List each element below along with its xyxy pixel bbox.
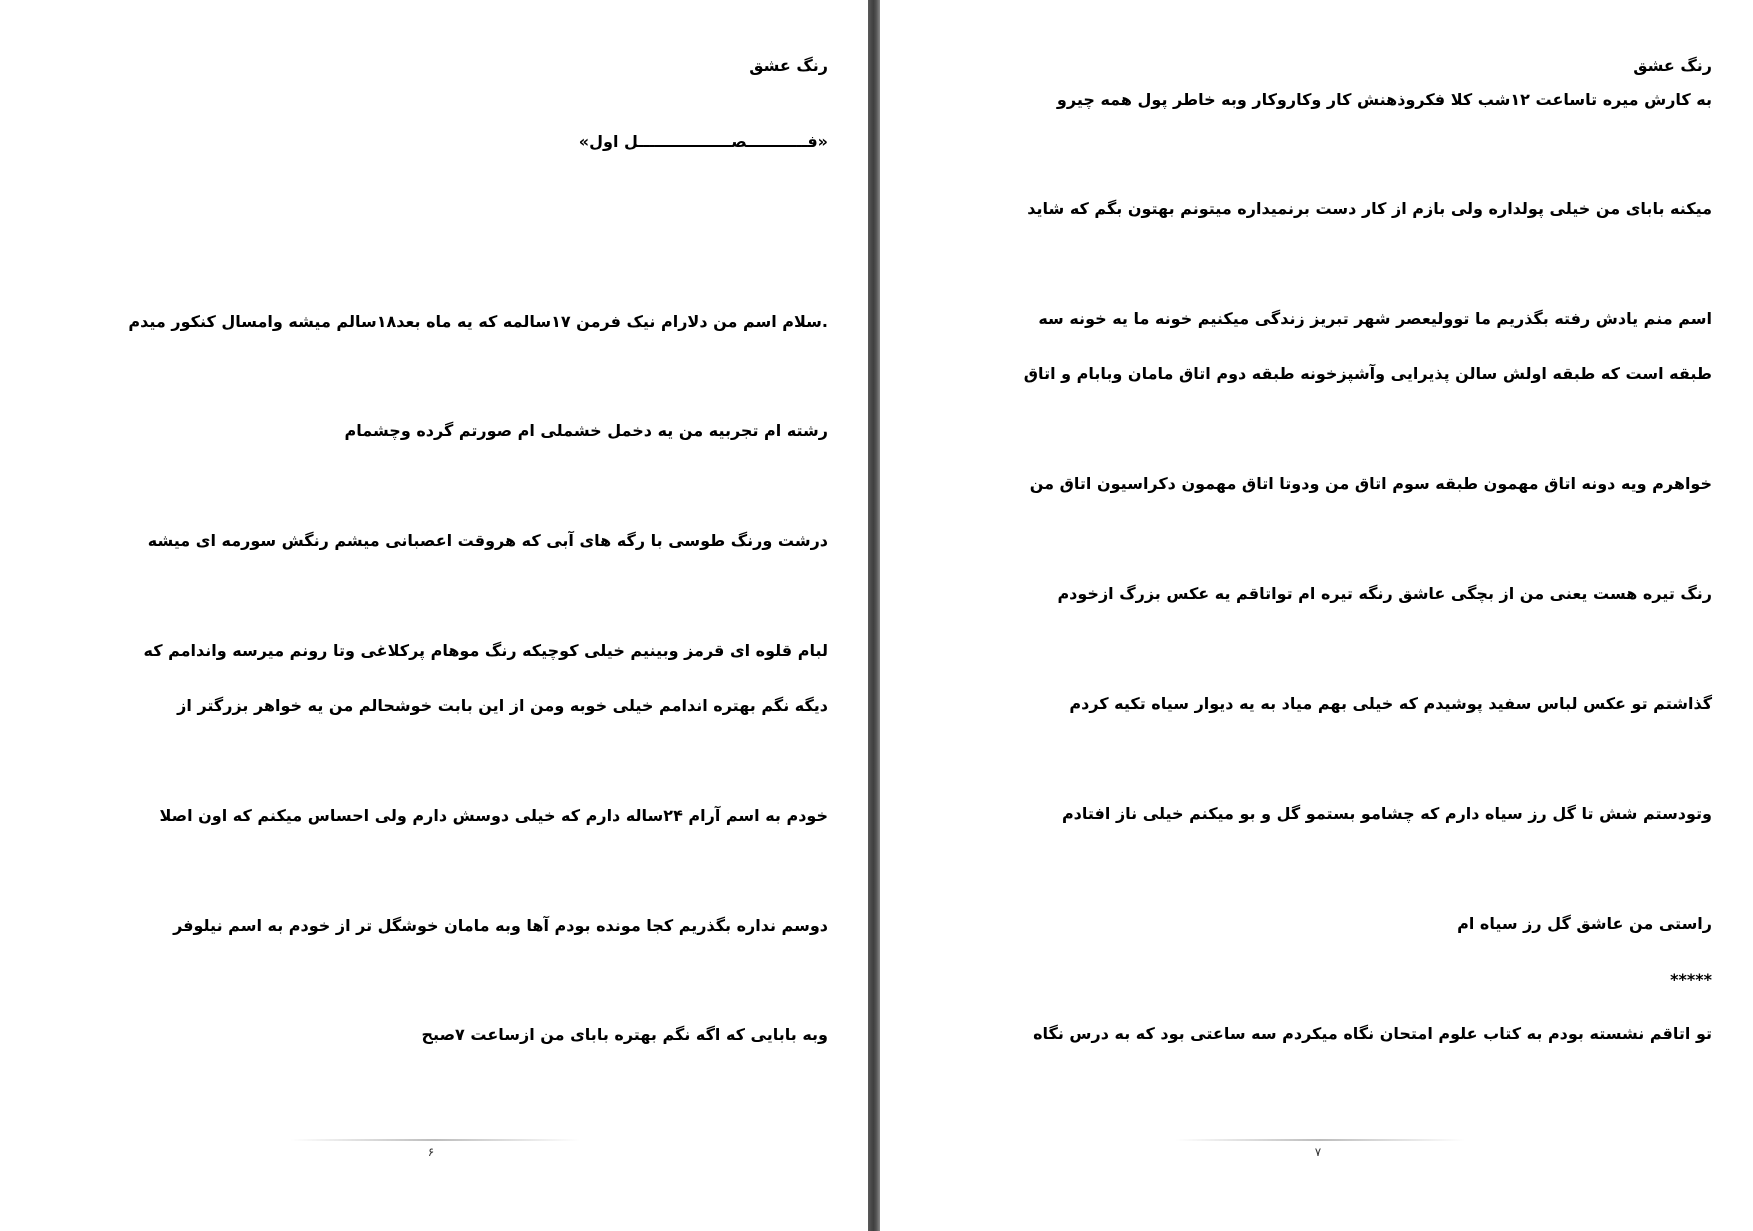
text-line: راستی من عاشق گل رز سیاه ام [1457,914,1712,933]
text-line: رشته ام تجربیه من یه دخمل خشملی ام صورتم گرده وچشمام [344,421,828,440]
right-page [880,0,1753,1231]
text-line: خودم به اسم آرام ۲۴ساله دارم که خیلی دوسش دارم ولی احساس میکنم که اون اصلا [159,806,828,825]
section-separator: ***** [1670,970,1712,989]
chapter-title: «فـــــــــــصـــــــــــــــــل اول» [578,132,828,151]
text-line: دیگه نگم بهتره اندامم خیلی خوبه ومن از این بابت خوشحالم من یه خواهر بزرگتر از [177,696,828,715]
text-line: میکنه بابای من خیلی پولداره ولی بازم از کار دست برنمیداره میتونم بهتون بگم که شاید [1027,199,1712,218]
text-line: لبام قلوه ای قرمز وبینیم خیلی کوچیکه رنگ موهام پرکلاغی وتا رونم میرسه واندامم که [143,641,828,660]
text-line: طبقه است که طبقه اولش سالن پذیرایی وآشپزخونه طبقه دوم اتاق مامان وبابام و اتاق [1023,364,1712,383]
page-header-title: رنگ عشق [1633,56,1712,75]
text-line: .سلام اسم من دلارام نیک فرمن ۱۷سالمه که یه ماه بعد۱۸سالم میشه وامسال کنکور میدم [128,312,828,331]
page-number: ۷ [1314,1145,1322,1159]
text-line: به کارش میره تاساعت ۱۲شب کلا فکروذهنش کار وکاروکار وبه خاطر پول همه چیرو [1056,90,1712,109]
text-line: خواهرم ویه دونه اتاق مهمون طبقه سوم اتاق من ودوتا اتاق مهمون دکراسیون اتاق من [1029,474,1712,493]
text-line: وبه بابایی که اگه نگم بهتره بابای من ازساعت ۷صبح [421,1025,828,1044]
text-line: گذاشتم تو عکس لباس سفید پوشیدم که خیلی بهم میاد به یه دیوار سیاه تکیه کردم [1069,694,1712,713]
text-line: اسم منم یادش رفته بگذریم ما توولیعصر شهر تبریز زندگی میکنیم خونه ما یه خونه سه [1038,309,1712,328]
footer-divider [290,1139,580,1141]
text-line: وتودستم شش تا گل رز سیاه دارم که چشامو بستمو گل و بو میکنم خیلی ناز افتادم [1061,804,1712,823]
page-number: ۶ [427,1145,435,1159]
footer-divider [1175,1139,1465,1141]
book-gutter [868,0,880,1231]
text-line: تو اتاقم نشسته بودم به کتاب علوم امتحان نگاه میکردم سه ساعتی بود که به درس نگاه [1033,1024,1712,1043]
left-page [0,0,868,1231]
text-line: دوسم نداره بگذریم کجا مونده بودم آها وبه مامان خوشگل تر از خودم به اسم نیلوفر [173,916,828,935]
text-line: رنگ تیره هست یعنی من از بچگی عاشق رنگه تیره ام تواتاقم یه عکس بزرگ ازخودم [1057,584,1712,603]
page-header-title: رنگ عشق [749,56,828,75]
text-line: درشت ورنگ طوسی با رگه های آبی که هروقت اعصبانی میشم رنگش سورمه ای میشه [147,531,828,550]
